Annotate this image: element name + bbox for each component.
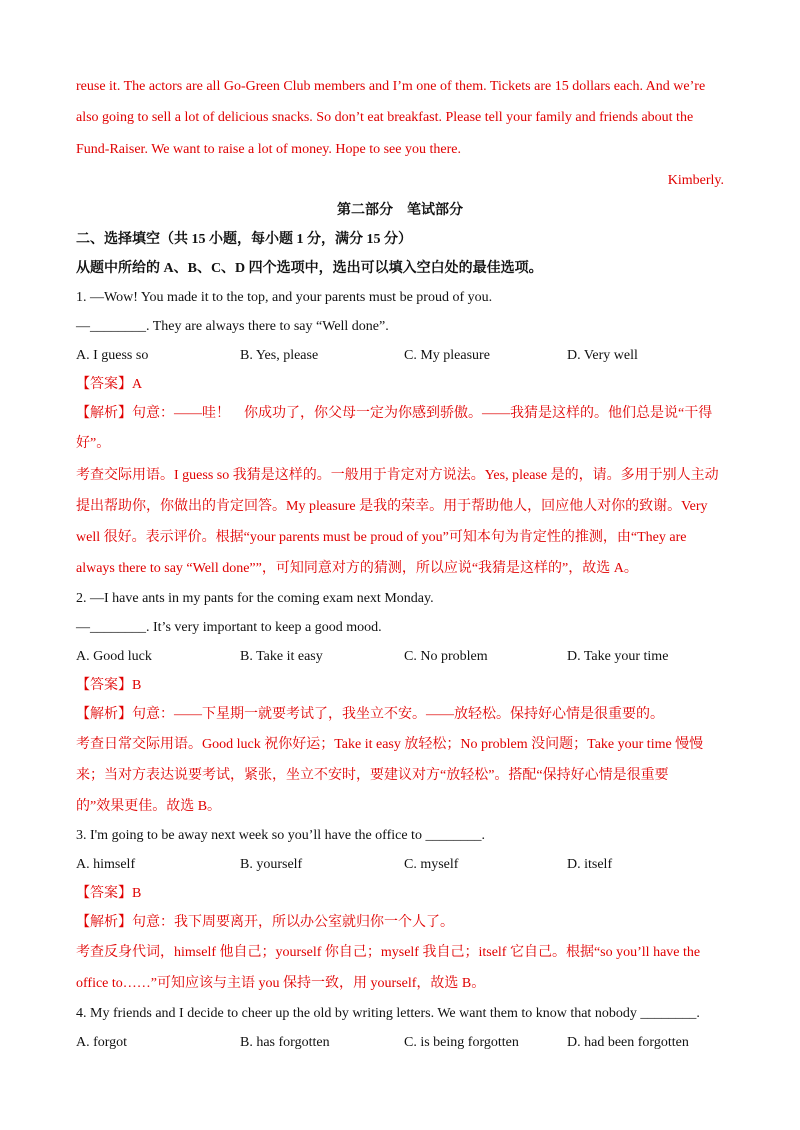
answer-label: 【答案】A [76, 377, 143, 392]
analysis-line: 来；当对方表达说要考试，紧张，坐立不安时，要建议对方“放轻松”。搭配“保持好心情是很重要 [76, 768, 669, 783]
answer-label: 【答案】B [76, 886, 142, 901]
analysis-line: 考查交际用语。I guess so 我猜是这样的。一般用于肯定对方说法。Yes, please 是的，请。多用于别人主动 [76, 468, 719, 483]
option-b: B. yourself [240, 857, 303, 872]
option-d: D. Take your time [567, 649, 669, 664]
option-b: B. Yes, please [240, 348, 319, 363]
analysis-line: office to……”可知应该与主语 you 保持一致，用 yourself，故选 B。 [76, 976, 486, 991]
analysis-line: well 很好。表示评价。根据“your parents must be proud of you”可知本句为肯定性的推测，由“They are [76, 530, 687, 545]
question-stem: 1. —Wow! You made it to the top, and your parents must be proud of you. [76, 290, 493, 305]
part-title: 第二部分 笔试部分 [337, 203, 463, 218]
passage-line: reuse it. The actors are all Go-Green Club members and I’m one of them. Tickets are 15 dollars each. And we’re [76, 79, 706, 94]
option-a: A. Good luck [76, 649, 152, 664]
analysis-line: 提出帮助你，你做出的肯定回答。My pleasure 是我的荣幸。用于帮助他人，回应他人对你的致谢。Very [76, 499, 708, 514]
section-instruction: 从题中所给的 A、B、C、D 四个选项中，选出可以填入空白处的最佳选项。 [76, 261, 543, 276]
analysis-line: 考查反身代词，himself 他自己；yourself 你自己；myself 我自己；itself 它自己。根据“so you’ll have the [76, 945, 701, 960]
option-c: C. My pleasure [404, 348, 490, 363]
analysis-line: 【解析】句意：——哇！ 你成功了，你父母一定为你感到骄傲。——我猜是这样的。他们总是说“干得 [76, 406, 713, 421]
option-c: C. No problem [404, 649, 488, 664]
option-b: B. Take it easy [240, 649, 323, 664]
option-d: D. Very well [567, 348, 638, 363]
option-d: D. had been forgotten [567, 1035, 689, 1050]
passage-signature: Kimberly. [667, 173, 724, 188]
analysis-line: 【解析】句意：——下星期一就要考试了，我坐立不安。——放轻松。保持好心情是很重要的。 [76, 707, 664, 722]
analysis-line: 的”效果更佳。故选 B。 [76, 799, 222, 814]
option-c: C. is being forgotten [404, 1035, 519, 1050]
analysis-line: 考查日常交际用语。Good luck 祝你好运；Take it easy 放轻松；No problem 没问题；Take your time 慢慢 [76, 737, 704, 752]
passage-line: also going to sell a lot of delicious snacks. So don’t eat breakfast. Please tell your family and friends about the [76, 110, 694, 125]
option-c: C. myself [404, 857, 459, 872]
option-a: A. forgot [76, 1035, 128, 1050]
analysis-line: 【解析】句意：我下周要离开，所以办公室就归你一个人了。 [76, 915, 454, 930]
question-stem: —________. They are always there to say “Well done”. [76, 319, 389, 334]
section-heading: 二、选择填空（共 15 小题，每小题 1 分，满分 15 分） [76, 232, 412, 247]
question-stem: 2. —I have ants in my pants for the coming exam next Monday. [76, 591, 434, 606]
question-stem: —________. It’s very important to keep a good mood. [76, 620, 382, 635]
analysis-line: always there to say “Well done””，可知同意对方的猜测，所以应说“我猜是这样的”，故选 A。 [76, 561, 638, 576]
option-d: D. itself [567, 857, 613, 872]
option-a: A. himself [76, 857, 136, 872]
option-b: B. has forgotten [240, 1035, 330, 1050]
question-stem: 3. I'm going to be away next week so you’ll have the office to ________. [76, 828, 485, 843]
analysis-line: 好”。 [76, 436, 111, 451]
question-stem: 4. My friends and I decide to cheer up the old by writing letters. We want them to know that nobody ________. [76, 1006, 700, 1021]
answer-label: 【答案】B [76, 678, 142, 693]
option-a: A. I guess so [76, 348, 149, 363]
passage-line: Fund-Raiser. We want to raise a lot of money. Hope to see you there. [76, 142, 461, 157]
